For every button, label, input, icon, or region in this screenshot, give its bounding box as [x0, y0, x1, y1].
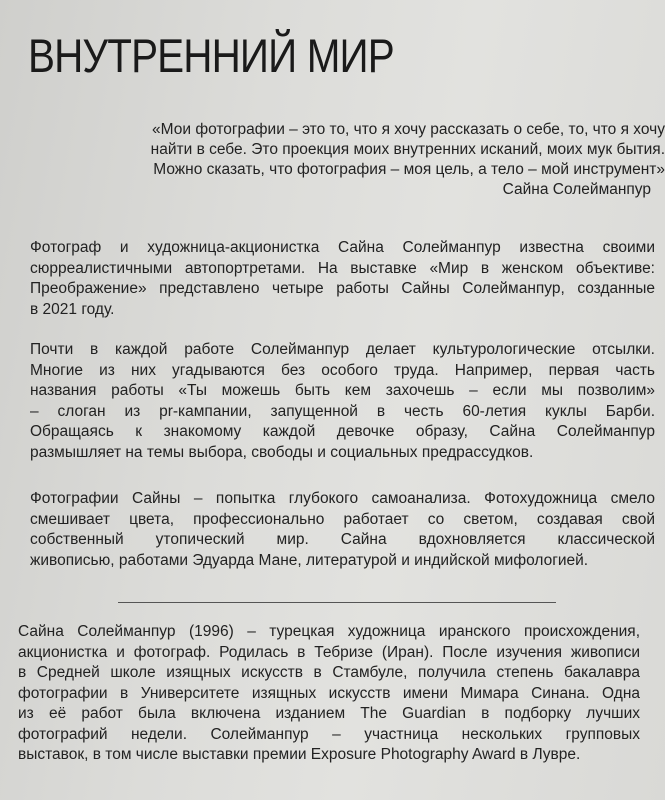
references-paragraph	[30, 340, 655, 463]
text-line: Фотографии Сайны – попытка глубокого самоанализа. Фотохудожница смело	[30, 490, 655, 507]
text-line: собственный утопический мир. Сайна вдохновляется классической	[30, 531, 655, 548]
quote-author: Сайна Солейманпур	[502, 181, 651, 198]
quote-line: найти в себе. Это проекция моих внутренних исканий, моих мук бытия.	[150, 141, 665, 158]
quote-line: Можно сказать, что фотография – моя цель, а тело – мой инструмент»	[153, 161, 665, 178]
text-line: фотографии в Университете изящных искусств имени Мимара Синана. Одна	[18, 684, 640, 702]
section-divider	[118, 602, 556, 603]
text-line: размышляет на темы выбора, свободы и социальных предрассудков.	[30, 443, 534, 461]
text-line: в 2021 году.	[30, 300, 115, 318]
page-title: ВНУТРЕННИЙ МИР	[28, 29, 394, 82]
text-line: Фотограф и художница-акционистка Сайна Солейманпур известна своими	[30, 239, 655, 256]
text-line: сюрреалистичными автопортретами. На выставке «Мир в женском объективе:	[30, 259, 655, 277]
text-line: Многие из них угадываются без особого труда. Например, первая часть	[30, 361, 655, 379]
text-line: в Средней школе изящных искусств в Стамбуле, получила степень бакалавра	[18, 664, 640, 681]
artist-quote	[60, 120, 665, 200]
artist-biography	[18, 622, 640, 766]
text-line: выставок, в том числе выставки премии Exposure Photography Award в Лувре.	[18, 746, 581, 763]
text-line: Преображение» представлено четыре работы Сайны Солейманпур, созданные	[30, 280, 655, 297]
text-line: живописью, работами Эдуарда Мане, литературой и индийской мифологией.	[30, 551, 589, 569]
text-line: из её работ была включена изданием The Guardian в подборку лучших	[18, 705, 640, 722]
text-line: названия работы «Ты можешь быть кем захочешь – если мы позволим»	[30, 382, 655, 399]
text-line: Обращаясь к знакомому каждой девочке образу, Сайна Солейманпур	[30, 423, 655, 440]
intro-paragraph	[30, 238, 655, 320]
quote-line: «Мои фотографии – это то, что я хочу рассказать о себе, то, что я хочу	[152, 121, 665, 138]
text-line: фотографий недели. Солейманпур – участница нескольких групповых	[18, 725, 640, 743]
text-line: смешивает цвета, профессионально работает со светом, создавая свой	[30, 510, 655, 528]
style-paragraph	[30, 489, 655, 571]
text-line: Сайна Солейманпур (1996) – турецкая художница иранского происхождения,	[18, 623, 640, 640]
text-line: акционистка и фотограф. Родилась в Тебризе (Иран). После изучения живописи	[18, 643, 640, 661]
text-line: – слоган из pr-кампании, запущенной в честь 60-летия куклы Барби.	[30, 402, 655, 420]
text-line: Почти в каждой работе Солейманпур делает культурологические отсылки.	[30, 341, 655, 358]
